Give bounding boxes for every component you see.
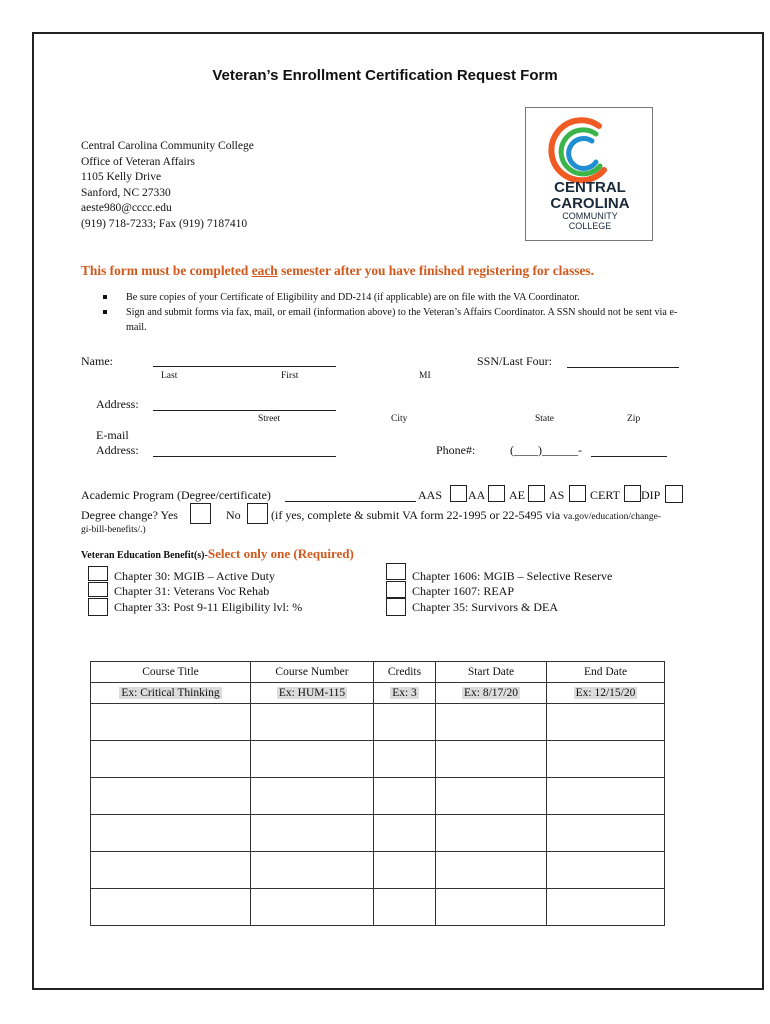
course-cell[interactable]	[374, 741, 436, 778]
email-field[interactable]	[153, 442, 336, 457]
course-cell[interactable]	[91, 889, 251, 926]
name-label: Name:	[81, 354, 113, 368]
course-cell[interactable]	[251, 704, 374, 741]
course-cell[interactable]	[374, 889, 436, 926]
course-cell[interactable]	[436, 815, 547, 852]
address-line: Sanford, NC 27330	[81, 186, 171, 199]
degree-change-note	[271, 508, 661, 523]
example-value: Ex: 8/17/20	[464, 687, 518, 699]
program-label: Academic Program (Degree/certificate)	[81, 488, 271, 502]
cert-checkbox[interactable]	[624, 485, 641, 502]
course-cell[interactable]	[436, 889, 547, 926]
ssn-label: SSN/Last Four:	[477, 354, 553, 368]
dip-checkbox[interactable]	[665, 485, 683, 503]
va-link-continued[interactable]: gi-bill-benefits/.)	[81, 525, 146, 535]
college-logo-graphic	[526, 108, 652, 240]
example-value: Ex: 3	[392, 687, 417, 699]
course-cell[interactable]	[91, 704, 251, 741]
program-option-as: AS	[549, 488, 565, 502]
degree-change-yes-checkbox[interactable]	[190, 503, 211, 524]
notice-text: semester after you have finished registering for classes.	[277, 263, 594, 278]
degree-change-no-checkbox[interactable]	[247, 503, 268, 524]
program-option-aas: AAS	[418, 488, 443, 502]
example-cell	[251, 683, 374, 704]
benefit-heading	[81, 546, 354, 562]
degree-change-no-label: No	[226, 508, 241, 522]
table-row	[91, 889, 665, 926]
benefit-heading-text: Veteran Education Benefit(s)-	[81, 550, 208, 561]
course-cell[interactable]	[251, 889, 374, 926]
course-cell[interactable]	[547, 704, 665, 741]
course-cell[interactable]	[436, 852, 547, 889]
logo-line: COMMUNITY	[562, 211, 618, 221]
form-title: Veteran’s Enrollment Certification Request Form	[212, 67, 558, 84]
notice-text: This form must be completed	[81, 263, 252, 278]
logo-line: CAROLINA	[550, 195, 630, 212]
completion-notice	[81, 263, 594, 279]
table-row	[91, 741, 665, 778]
example-value: Ex: HUM-115	[278, 687, 346, 699]
address-line: Office of Veteran Affairs	[81, 155, 196, 168]
course-cell[interactable]	[374, 815, 436, 852]
address-label: Address:	[96, 397, 139, 411]
course-cell[interactable]	[374, 852, 436, 889]
instructions-list	[100, 290, 680, 335]
chapter-31-label: Chapter 31: Veterans Voc Rehab	[114, 584, 270, 598]
name-field[interactable]	[153, 352, 336, 367]
course-cell[interactable]	[91, 778, 251, 815]
degree-change-note-text: (if yes, complete & submit VA form 22-1995 or 22-5495 via	[271, 508, 564, 522]
course-cell[interactable]	[251, 815, 374, 852]
course-cell[interactable]	[374, 704, 436, 741]
course-cell[interactable]	[91, 852, 251, 889]
course-cell[interactable]	[91, 741, 251, 778]
program-option-dip: DIP	[641, 488, 661, 502]
chapter-30-checkbox[interactable]	[88, 566, 108, 581]
example-cell	[547, 683, 665, 704]
course-cell[interactable]	[374, 778, 436, 815]
course-cell[interactable]	[436, 778, 547, 815]
chapter-33-label: Chapter 33: Post 9-11 Eligibility lvl: %	[114, 600, 303, 614]
college-address	[81, 139, 381, 232]
city-sublabel: City	[391, 414, 408, 424]
instruction-item: Sign and submit forms via fax, mail, or email (information above) to the Veteran’s Affairs Coordinator. A SSN should not be sent via e-mail.	[100, 305, 680, 335]
course-cell[interactable]	[436, 741, 547, 778]
course-cell[interactable]	[547, 741, 665, 778]
first-sublabel: First	[281, 371, 299, 381]
benefit-required-note: Select only one (Required)	[207, 546, 354, 561]
column-header: Course Number	[251, 662, 374, 683]
aas-checkbox[interactable]	[450, 485, 467, 502]
example-cell	[374, 683, 436, 704]
course-cell[interactable]	[251, 778, 374, 815]
course-cell[interactable]	[91, 815, 251, 852]
phone-label: Phone#:	[436, 443, 476, 457]
column-header: Start Date	[436, 662, 547, 683]
program-option-aa: AA	[468, 488, 486, 502]
state-sublabel: State	[535, 414, 554, 424]
chapter-1606-label: Chapter 1606: MGIB – Selective Reserve	[412, 569, 613, 583]
logo-line: COLLEGE	[568, 221, 612, 231]
street-sublabel: Street	[258, 414, 281, 424]
chapter-1607-checkbox[interactable]	[386, 581, 406, 598]
program-option-cert: CERT	[590, 488, 620, 502]
logo-line: CENTRAL	[554, 179, 626, 196]
course-cell[interactable]	[547, 889, 665, 926]
example-value: Ex: 12/15/20	[575, 687, 636, 699]
email-label-2: Address:	[96, 443, 139, 457]
courses-table	[90, 661, 665, 926]
chapter-1606-checkbox[interactable]	[386, 563, 406, 580]
phone-field[interactable]	[591, 442, 667, 457]
ae-checkbox[interactable]	[528, 485, 545, 502]
column-header: Credits	[374, 662, 436, 683]
va-link[interactable]: va.gov/education/change-	[563, 512, 662, 522]
table-row	[91, 815, 665, 852]
address-line: Central Carolina Community College	[81, 140, 254, 152]
ssn-field[interactable]	[567, 354, 679, 368]
address-field[interactable]	[153, 396, 336, 411]
course-cell[interactable]	[547, 815, 665, 852]
course-cell[interactable]	[547, 852, 665, 889]
example-row	[91, 683, 665, 704]
table-header-row	[91, 662, 665, 683]
program-option-ae: AE	[509, 488, 525, 502]
column-header: Course Title	[91, 662, 251, 683]
mi-sublabel: MI	[419, 371, 431, 381]
college-logo	[525, 107, 653, 241]
chapter-35-checkbox[interactable]	[386, 598, 406, 616]
course-cell[interactable]	[547, 778, 665, 815]
address-line: (919) 718-7233; Fax (919) 7187410	[81, 217, 248, 230]
address-line: aeste980@cccc.edu	[81, 202, 172, 214]
table-row	[91, 852, 665, 889]
as-checkbox[interactable]	[569, 485, 586, 502]
chapter-33-checkbox[interactable]	[88, 598, 108, 616]
chapter-35-label: Chapter 35: Survivors & DEA	[412, 600, 558, 614]
example-value: Ex: Critical Thinking	[121, 687, 220, 699]
zip-sublabel: Zip	[627, 414, 641, 424]
chapter-1607-label: Chapter 1607: REAP	[412, 584, 514, 598]
chapter-31-checkbox[interactable]	[88, 582, 108, 597]
address-line: 1105 Kelly Drive	[81, 171, 162, 183]
course-cell[interactable]	[251, 852, 374, 889]
phone-format: (____)______-	[510, 443, 582, 457]
notice-emphasis: each	[251, 263, 278, 278]
course-cell[interactable]	[436, 704, 547, 741]
example-cell	[91, 683, 251, 704]
table-row	[91, 704, 665, 741]
program-field[interactable]	[285, 487, 416, 502]
last-sublabel: Last	[161, 371, 178, 381]
aa-checkbox[interactable]	[488, 485, 505, 502]
instruction-item: Be sure copies of your Certificate of Eligibility and DD-214 (if applicable) are on file with the VA Coordinator.	[100, 290, 680, 305]
chapter-30-label: Chapter 30: MGIB – Active Duty	[114, 569, 275, 583]
column-header: End Date	[547, 662, 665, 683]
example-cell	[436, 683, 547, 704]
course-cell[interactable]	[251, 741, 374, 778]
degree-change-label: Degree change? Yes	[81, 508, 178, 522]
email-label: E-mail	[96, 428, 129, 442]
table-row	[91, 778, 665, 815]
